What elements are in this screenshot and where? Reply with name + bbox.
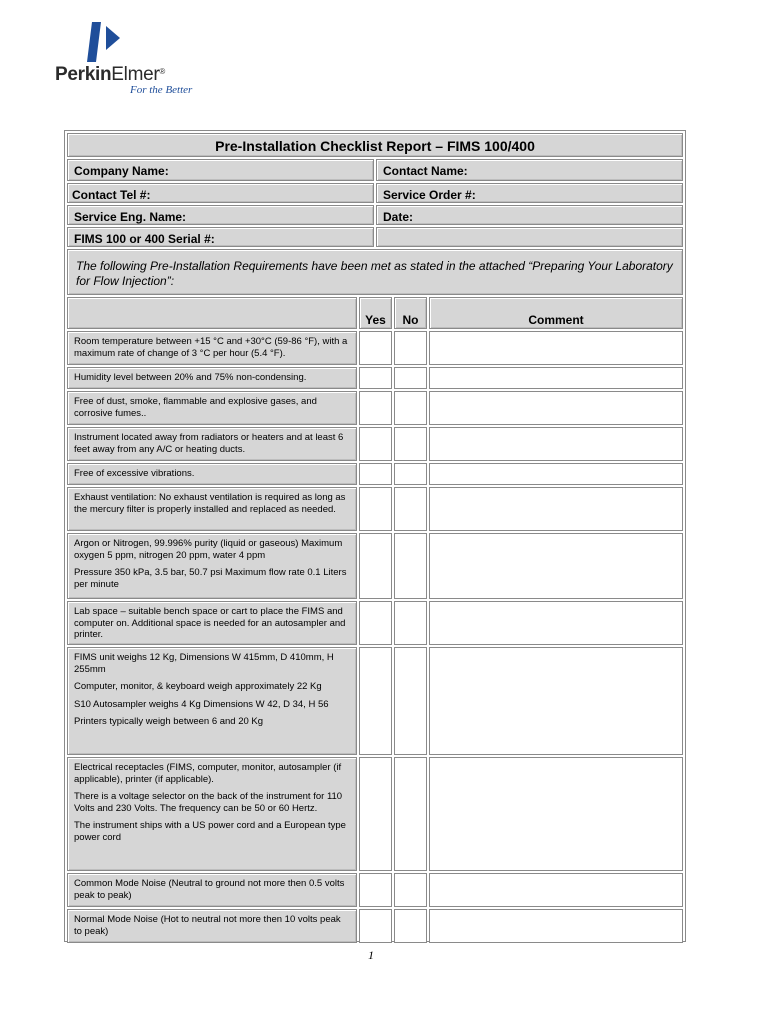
requirement-text: FIMS unit weighs 12 Kg, Dimensions W 415mm, D 410mm, H 255mm (74, 652, 334, 675)
comment-field[interactable] (429, 909, 683, 943)
requirement-cell (67, 463, 357, 485)
yes-checkbox[interactable] (359, 533, 392, 599)
yes-checkbox[interactable] (359, 647, 392, 755)
no-checkbox[interactable] (394, 909, 427, 943)
comment-field[interactable] (429, 463, 683, 485)
company-name-label: Company Name: (67, 159, 374, 181)
requirement-cell (67, 601, 357, 645)
requirement-cell (67, 427, 357, 461)
no-column-header: No (394, 297, 427, 329)
yes-column-header: Yes (359, 297, 392, 329)
serial-label: FIMS 100 or 400 Serial #: (67, 227, 374, 247)
requirement-text: Argon or Nitrogen, 99.996% purity (liquid or gaseous) Maximum oxygen 5 ppm, nitrogen 20 ppm, water 4 ppm (74, 538, 343, 561)
requirement-text: Pressure 350 kPa, 3.5 bar, 50.7 psi Maximum flow rate 0.1 Liters per minute (74, 567, 347, 590)
yes-checkbox[interactable] (359, 601, 392, 645)
no-checkbox[interactable] (394, 487, 427, 531)
requirement-text: Common Mode Noise (Neutral to ground not more then 0.5 volts peak to peak) (74, 878, 345, 901)
requirement-text: Normal Mode Noise (Hot to neutral not more then 10 volts peak to peak) (74, 914, 341, 937)
yes-checkbox[interactable] (359, 487, 392, 531)
requirement-text: Computer, monitor, & keyboard weigh approximately 22 Kg (74, 681, 322, 692)
requirement-cell (67, 533, 357, 599)
service-eng-name-label: Service Eng. Name: (67, 205, 374, 225)
no-checkbox[interactable] (394, 757, 427, 871)
requirement-text: Humidity level between 20% and 75% non-condensing. (74, 372, 307, 383)
yes-checkbox[interactable] (359, 909, 392, 943)
no-checkbox[interactable] (394, 391, 427, 425)
requirement-text: Free of excessive vibrations. (74, 468, 195, 479)
requirement-cell (67, 909, 357, 943)
report-title: Pre-Installation Checklist Report – FIMS 100/400 (67, 133, 683, 157)
no-checkbox[interactable] (394, 463, 427, 485)
no-checkbox[interactable] (394, 533, 427, 599)
yes-checkbox[interactable] (359, 463, 392, 485)
logo-tagline: For the Better (130, 84, 193, 96)
requirement-text: The instrument ships with a US power cord and a European type power cord (74, 820, 346, 843)
no-checkbox[interactable] (394, 873, 427, 907)
service-order-label: Service Order #: (376, 183, 683, 203)
requirement-cell (67, 367, 357, 389)
no-checkbox[interactable] (394, 647, 427, 755)
perkinelmer-mark-icon (86, 20, 136, 64)
requirement-cell (67, 873, 357, 907)
requirements-intro: The following Pre-Installation Requirements have been met as stated in the attached “Preparing Your Laboratory for Flow Injection”: (67, 249, 683, 295)
checklist-form (64, 130, 686, 942)
comment-field[interactable] (429, 601, 683, 645)
requirement-text: Lab space – suitable bench space or cart to place the FIMS and computer on. Additional space is needed for an autosampler and printer. (74, 606, 346, 640)
yes-checkbox[interactable] (359, 757, 392, 871)
requirement-header-cell (67, 297, 357, 329)
requirement-cell (67, 391, 357, 425)
requirement-cell (67, 647, 357, 755)
requirement-text: Room temperature between +15 °C and +30°C (59-86 °F), with a maximum rate of change of 3 °C per hour (5.4 °F). (74, 336, 348, 359)
no-checkbox[interactable] (394, 601, 427, 645)
comment-field[interactable] (429, 367, 683, 389)
requirement-cell (67, 757, 357, 871)
comment-field[interactable] (429, 757, 683, 871)
requirement-text: There is a voltage selector on the back of the instrument for 110 Volts and 230 Volts. The frequency can be 50 or 60 Hertz. (74, 791, 343, 814)
comment-column-header: Comment (429, 297, 683, 329)
comment-field[interactable] (429, 533, 683, 599)
no-checkbox[interactable] (394, 427, 427, 461)
serial-value-field[interactable] (376, 227, 683, 247)
no-checkbox[interactable] (394, 331, 427, 365)
requirement-text: Electrical receptacles (FIMS, computer, monitor, autosampler (if applicable), printer (if applicable). (74, 762, 342, 785)
comment-field[interactable] (429, 487, 683, 531)
requirement-text: Instrument located away from radiators or heaters and at least 6 feet away from any A/C or heating ducts. (74, 432, 344, 455)
requirement-text: Printers typically weigh between 6 and 20 Kg (74, 716, 264, 727)
comment-field[interactable] (429, 647, 683, 755)
perkinelmer-logo (52, 20, 212, 100)
comment-field[interactable] (429, 391, 683, 425)
requirement-cell (67, 331, 357, 365)
logo-wordmark: PerkinElmer® (55, 64, 166, 85)
no-checkbox[interactable] (394, 367, 427, 389)
date-label: Date: (376, 205, 683, 225)
yes-checkbox[interactable] (359, 391, 392, 425)
contact-name-label: Contact Name: (376, 159, 683, 181)
requirement-cell (67, 487, 357, 531)
page-number: 1 (368, 948, 374, 962)
requirement-text: S10 Autosampler weighs 4 Kg Dimensions W 42, D 34, H 56 (74, 698, 329, 710)
yes-checkbox[interactable] (359, 427, 392, 461)
comment-field[interactable] (429, 427, 683, 461)
comment-field[interactable] (429, 331, 683, 365)
yes-checkbox[interactable] (359, 331, 392, 365)
requirement-text: Exhaust ventilation: No exhaust ventilation is required as long as the mercury filter is properly installed and replaced as needed. (74, 492, 346, 515)
contact-tel-label: Contact Tel #: (67, 183, 374, 203)
comment-field[interactable] (429, 873, 683, 907)
yes-checkbox[interactable] (359, 367, 392, 389)
yes-checkbox[interactable] (359, 873, 392, 907)
requirement-text: Free of dust, smoke, flammable and explosive gases, and corrosive fumes.. (74, 396, 317, 419)
